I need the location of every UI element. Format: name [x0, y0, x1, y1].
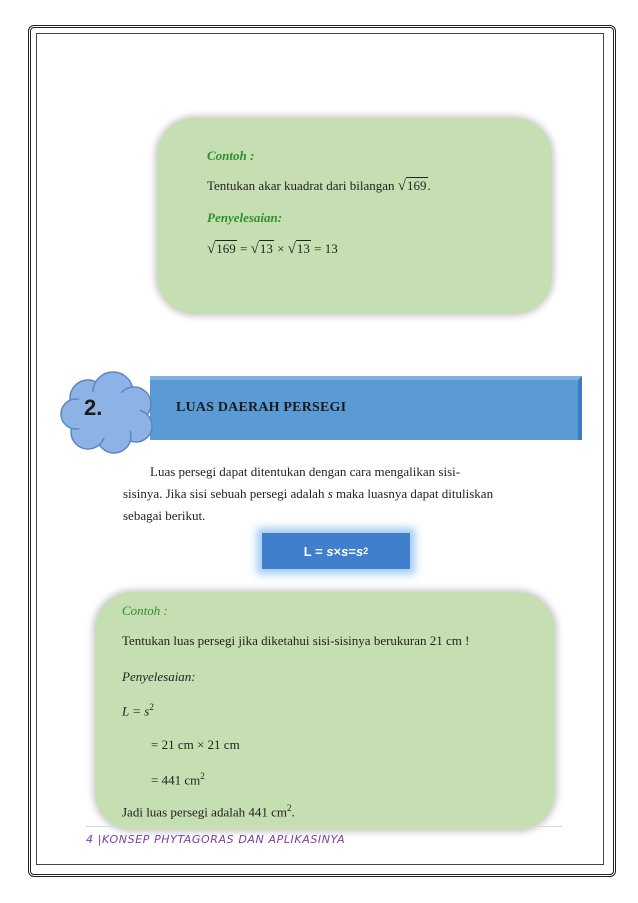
example-2-step-1: $L = s^2$ — [122, 702, 154, 719]
cloud-icon — [58, 370, 156, 456]
example-2-label: Contoh : — [122, 603, 168, 618]
paragraph-line-1: Luas persegi dapat ditentukan dengan cara mengalikan sisi- — [150, 464, 461, 479]
example-2-question: Tentukan luas persegi jika diketahui sisi-sisinya berukuran 21 cm ! — [122, 633, 470, 648]
sqrt-169: √169 — [397, 178, 427, 194]
example-1-label: Contoh : — [207, 148, 255, 163]
example-box-2 — [95, 592, 555, 830]
paragraph-line-3: sebagai berikut. — [123, 508, 206, 523]
paragraph-line-2: sisinya. Jika sisi sebuah persegi adalah s maka luasnya dapat dituliskan — [123, 486, 494, 501]
example-2-step-2: = 21 cm × 21 cm — [151, 737, 240, 752]
section-number: 2. — [84, 395, 103, 420]
section-title: LUAS DAERAH PERSEGI — [176, 400, 347, 415]
footer-divider — [86, 826, 562, 827]
example-1-solution-label: Penyelesaian: — [207, 210, 283, 225]
example-2-conclusion: Jadi luas persegi adalah 441 $cm^2$. — [122, 803, 295, 820]
example-2-step-3: = 441 $cm^2$ — [151, 771, 205, 788]
area-formula: L = s × s = s 2 — [262, 533, 410, 569]
example-2-solution-label: Penyelesaian: — [122, 669, 196, 684]
page-footer: 4 |KONSEP PHYTAGORAS DAN APLIKASINYA — [86, 833, 346, 846]
example-1-question: Tentukan akar kuadrat dari bilangan √169. — [207, 178, 431, 194]
example-1-equation: √169 = √13 × √13 = 13 — [207, 241, 338, 257]
